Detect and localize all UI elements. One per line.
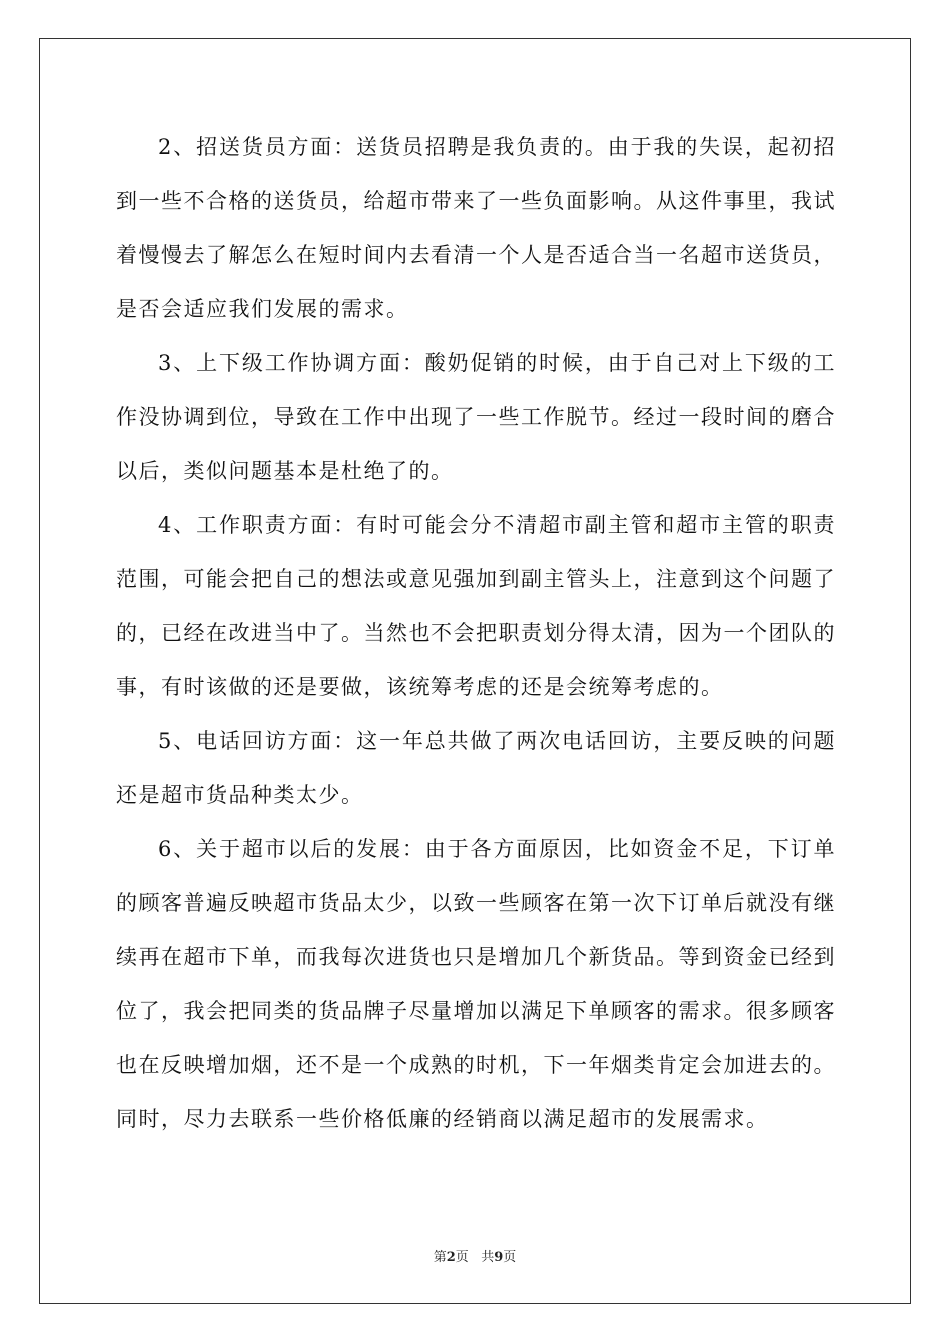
total-prefix: 共: [481, 1250, 495, 1265]
page-prefix: 第: [433, 1250, 447, 1265]
paragraph-responsibilities: 4、工作职责方面：有时可能会分不清超市副主管和超市主管的职责范围，可能会把自己的想法或意见强加到副主管头上，注意到这个问题了的，已经在改进当中了。当然也不会把职责划分得太清，因为一个团队的事，有时该做的还是要做，该统筹考虑的还是会统筹考虑的。: [116, 513, 836, 699]
paragraph-future-development: 6、关于超市以后的发展：由于各方面原因，比如资金不足，下订单的顾客普遍反映超市货品太少，以致一些顾客在第一次下订单后就没有继续再在超市下单，而我每次进货也只是增加几个新货品。等到资金已经到位了，我会把同类的货品牌子尽量增加以满足下单顾客的需求。很多顾客也在反映增加烟，还不是一个成熟的时机，下一年烟类肯定会加进去的。同时，尽力去联系一些价格低廉的经销商以满足超市的发展需求。: [116, 837, 836, 1131]
page-footer: [0, 1246, 950, 1265]
document-body: [116, 120, 836, 1146]
paragraph-delivery-staff: 2、招送货员方面：送货员招聘是我负责的。由于我的失误，起初招到一些不合格的送货员，给超市带来了一些负面影响。从这件事里，我试着慢慢去了解怎么在短时间内去看清一个人是否适合当一名超市送货员，是否会适应我们发展的需求。: [116, 135, 836, 321]
total-pages: 9: [494, 1250, 504, 1265]
page-number: 2: [446, 1250, 456, 1265]
total-suffix: 页: [503, 1250, 517, 1265]
paragraph-coordination: 3、上下级工作协调方面：酸奶促销的时候，由于自己对上下级的工作没协调到位，导致在工作中出现了一些工作脱节。经过一段时间的磨合以后，类似问题基本是杜绝了的。: [116, 351, 836, 483]
page-suffix: 页: [455, 1250, 469, 1265]
paragraph-phone-followup: 5、电话回访方面：这一年总共做了两次电话回访，主要反映的问题还是超市货品种类太少。: [116, 729, 836, 807]
